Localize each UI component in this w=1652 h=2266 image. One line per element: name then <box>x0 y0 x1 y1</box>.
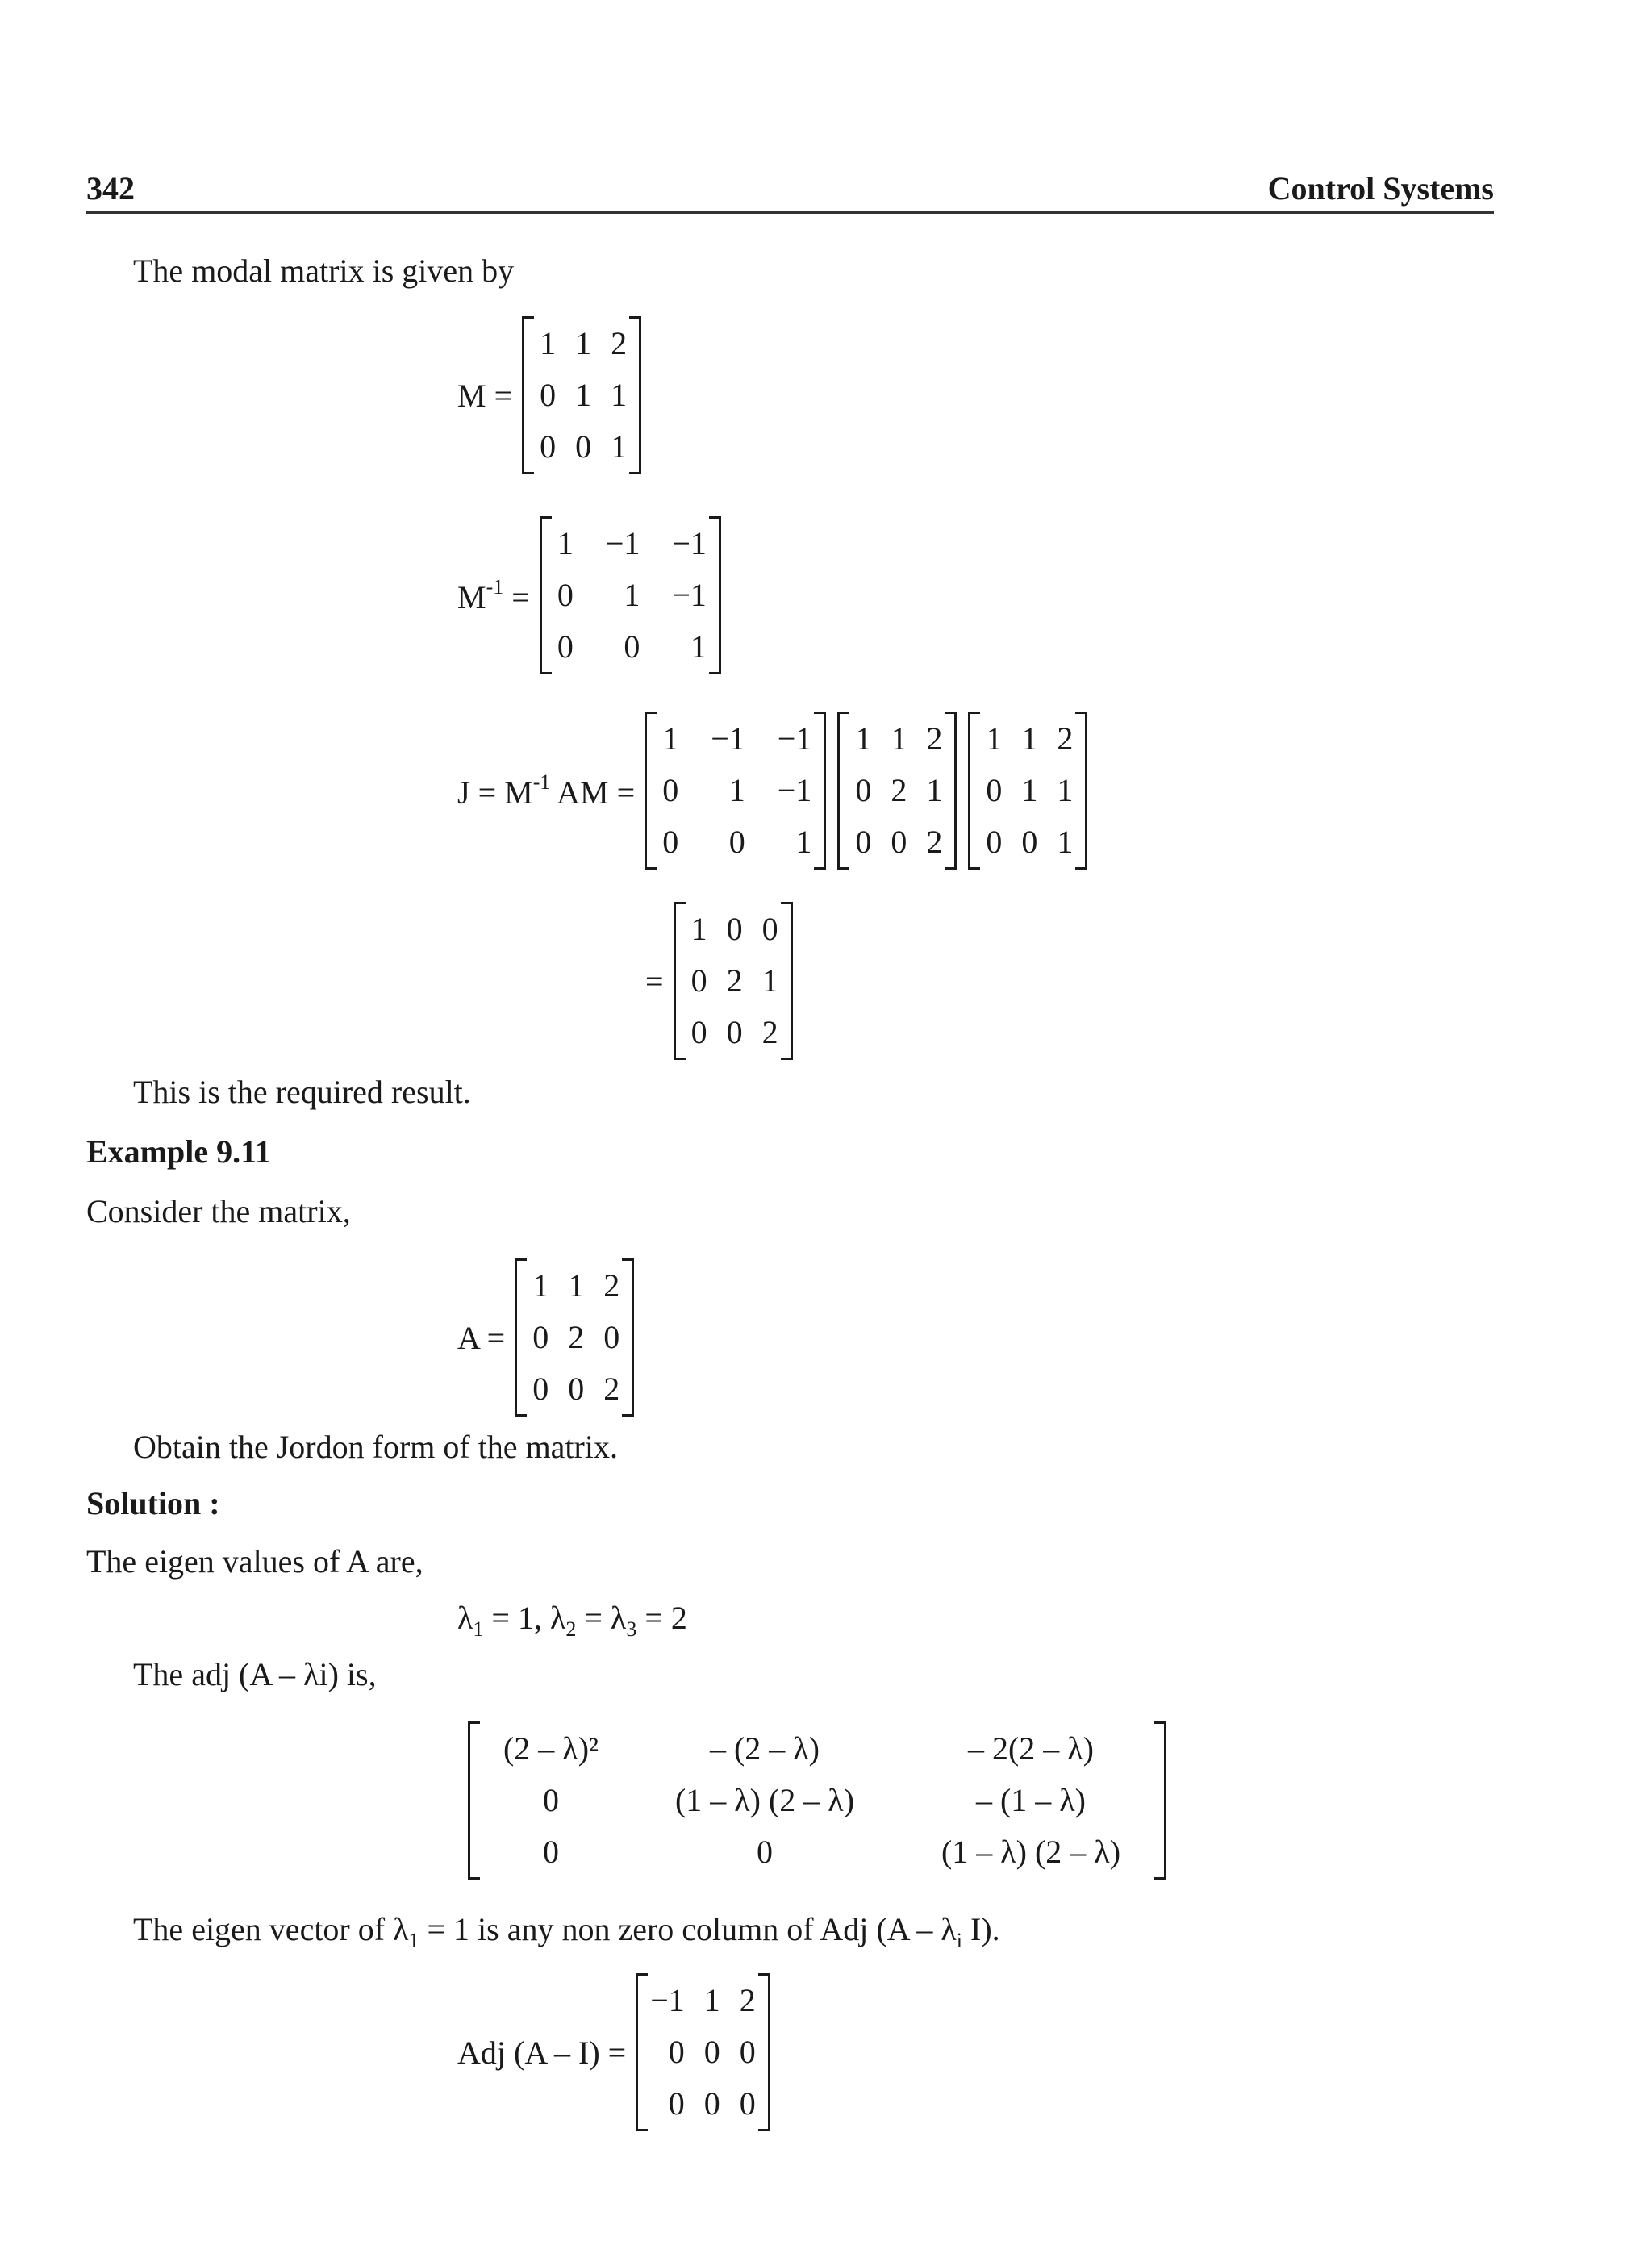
matrix-cell: 0 <box>603 1319 620 1355</box>
matrix-cell: 2 <box>568 1319 585 1355</box>
matrix-j-3 <box>968 712 1087 870</box>
eigen-values-equation: $\lambda_1 = 1$, $\lambda_2 = \lambda_3 = 2$ <box>457 1600 687 1641</box>
matrix-cell: 1 <box>926 772 943 808</box>
matrix-cell: (1 – λ) (2 – λ) <box>941 1834 1121 1870</box>
matrix-cell: 1 <box>1057 772 1074 808</box>
matrix-cell: 0 <box>739 2034 756 2070</box>
equation-m-inverse <box>457 516 732 674</box>
matrix-cell: 0 <box>557 628 574 665</box>
matrix-cell: 1 <box>1021 772 1038 808</box>
matrix-cell: 0 <box>624 628 640 665</box>
equation-adj-matrix <box>468 1721 1178 1880</box>
matrix-cell: 2 <box>926 720 943 757</box>
equation-j-result-lhs: = <box>645 962 664 999</box>
matrix-cell: – 2(2 – λ) <box>967 1730 1095 1767</box>
matrix-cell: 2 <box>926 824 943 860</box>
matrix-cell: (1 – λ) (2 – λ) <box>674 1782 855 1818</box>
matrix-cell: 1 <box>761 962 778 999</box>
matrix-cell: 1 <box>532 1267 549 1304</box>
matrix-adj-a-minus-i <box>636 1973 770 2131</box>
paragraph-obtain-jordon: Obtain the Jordon form of the matrix. <box>133 1429 618 1465</box>
paragraph-consider-matrix: Consider the matrix, <box>86 1193 351 1229</box>
matrix-cell: 0 <box>761 911 778 947</box>
matrix-cell: 1 <box>690 911 707 947</box>
matrix-cell: 0 <box>726 911 743 947</box>
matrix-cell: 1 <box>575 377 592 413</box>
paragraph-adj: The adj (A – λi) is, <box>133 1656 377 1692</box>
matrix-adj <box>468 1721 1166 1880</box>
matrix-cell: 0 <box>662 772 679 808</box>
matrix-cell: 0 <box>855 772 872 808</box>
paragraph-eigen-values: The eigen values of A are, <box>86 1543 423 1580</box>
matrix-cell: 2 <box>739 1982 756 2018</box>
matrix-j-2 <box>837 712 957 870</box>
equation-j-result <box>645 902 804 1060</box>
matrix-cell: 0 <box>662 824 679 860</box>
matrix-cell: 0 <box>739 2085 756 2122</box>
matrix-m-inverse <box>540 516 721 674</box>
matrix-cell: 1 <box>568 1267 585 1304</box>
matrix-cell: 0 <box>540 428 557 465</box>
matrix-cell: 2 <box>603 1267 620 1304</box>
matrix-cell: 1 <box>1021 720 1038 757</box>
matrix-cell: – (1 – λ) <box>975 1782 1087 1818</box>
matrix-cell: 2 <box>611 325 628 361</box>
matrix-cell: 0 <box>757 1834 773 1870</box>
matrix-cell: 0 <box>1021 824 1038 860</box>
matrix-a <box>515 1258 634 1417</box>
matrix-cell: 1 <box>662 720 679 757</box>
matrix-cell: 1 <box>611 428 628 465</box>
matrix-cell: 0 <box>690 1014 707 1050</box>
matrix-cell: −1 <box>650 1982 685 2018</box>
matrix-cell: 1 <box>703 1982 720 2018</box>
matrix-cell: 2 <box>726 962 743 999</box>
matrix-cell: 1 <box>690 628 707 665</box>
matrix-cell: 0 <box>690 962 707 999</box>
matrix-cell: 0 <box>540 377 557 413</box>
matrix-cell: 1 <box>728 772 745 808</box>
matrix-cell: 2 <box>761 1014 778 1050</box>
matrix-cell: 1 <box>891 720 907 757</box>
equation-j <box>457 712 1099 870</box>
matrix-cell: 1 <box>1057 824 1074 860</box>
matrix-cell: −1 <box>711 720 745 757</box>
matrix-cell: 0 <box>703 2034 720 2070</box>
matrix-cell: 1 <box>855 720 872 757</box>
matrix-cell: −1 <box>777 720 812 757</box>
equation-a <box>457 1258 645 1417</box>
equation-m <box>457 316 653 474</box>
matrix-cell: 0 <box>532 1371 549 1407</box>
matrix-cell: 1 <box>611 377 628 413</box>
matrix-cell: 2 <box>1057 720 1074 757</box>
paragraph-modal-matrix: The modal matrix is given by <box>133 252 515 289</box>
equation-m-lhs: M = <box>457 377 513 414</box>
page-number: 342 <box>86 170 135 207</box>
matrix-j-1 <box>645 712 826 870</box>
matrix-cell: 0 <box>986 772 1003 808</box>
matrix-cell: 0 <box>543 1782 559 1818</box>
matrix-cell: 0 <box>568 1371 585 1407</box>
matrix-cell: −1 <box>672 577 707 613</box>
equation-m-inverse-lhs: $M^{-1}$ = <box>457 574 530 616</box>
matrix-cell: −1 <box>672 525 707 561</box>
matrix-cell: 0 <box>703 2085 720 2122</box>
matrix-cell: 0 <box>575 428 592 465</box>
equation-j-lhs: $J = M^{-1}$ AM = <box>457 770 636 811</box>
matrix-cell: 0 <box>668 2085 685 2122</box>
paragraph-required-result: This is the required result. <box>133 1074 471 1110</box>
matrix-cell: 1 <box>557 525 574 561</box>
matrix-cell: 0 <box>986 824 1003 860</box>
matrix-cell: 0 <box>726 1014 743 1050</box>
matrix-cell: 2 <box>603 1371 620 1407</box>
matrix-cell: 0 <box>728 824 745 860</box>
matrix-cell: −1 <box>777 772 812 808</box>
matrix-cell: 1 <box>795 824 812 860</box>
matrix-cell: 0 <box>891 824 907 860</box>
equation-adj-a-minus-i <box>457 1973 782 2131</box>
matrix-cell: 0 <box>532 1319 549 1355</box>
matrix-cell: −1 <box>605 525 640 561</box>
solution-heading: Solution : <box>86 1485 220 1521</box>
matrix-cell: 2 <box>891 772 907 808</box>
example-heading: Example 9.11 <box>86 1133 271 1170</box>
matrix-cell: 0 <box>668 2034 685 2070</box>
matrix-cell: 1 <box>540 325 557 361</box>
matrix-j-result <box>674 902 793 1060</box>
running-title: Control Systems <box>1267 170 1494 207</box>
matrix-cell: 1 <box>575 325 592 361</box>
matrix-cell: (2 – λ)² <box>503 1730 599 1767</box>
matrix-cell: 0 <box>855 824 872 860</box>
equation-a-lhs: A = <box>457 1319 506 1356</box>
equation-adj-a-minus-i-lhs: Adj (A – I) = <box>457 2034 627 2071</box>
matrix-cell: 0 <box>557 577 574 613</box>
matrix-cell: – (2 – λ) <box>709 1730 820 1767</box>
matrix-cell: 1 <box>624 577 640 613</box>
matrix-m <box>522 316 641 474</box>
paragraph-eigen-vector: The eigen vector of $\lambda_1 = 1$ is any non zero column of Adj ($A - \lambda_i$ I). <box>133 1911 1000 1952</box>
matrix-cell: 1 <box>986 720 1003 757</box>
matrix-cell: 0 <box>543 1834 559 1870</box>
header-rule <box>86 211 1494 214</box>
